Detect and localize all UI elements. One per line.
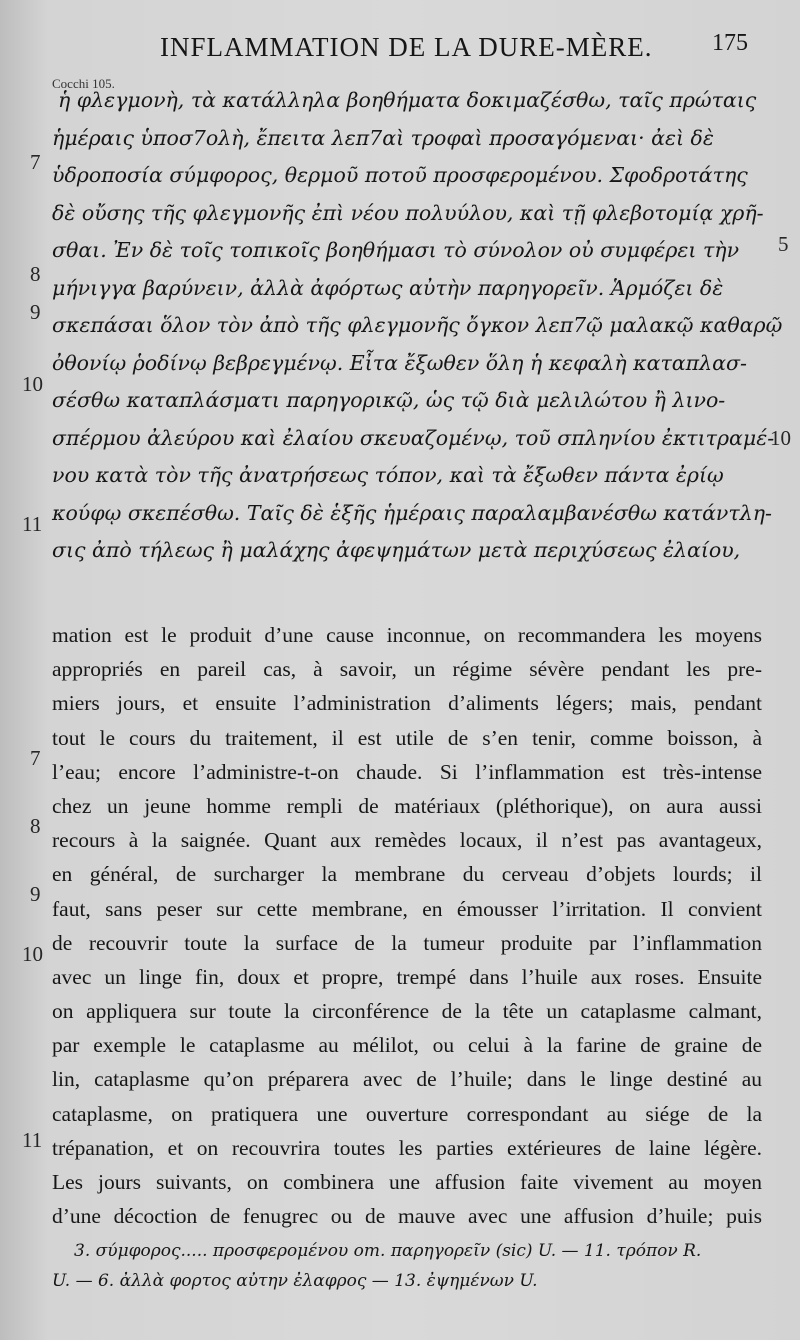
greek-line: ἡ φλεγμονὴ, τὰ κατάλληλα βοηθήματα δοκιμαζέσθω, ταῖς πρώταις bbox=[58, 88, 757, 112]
page-number: 175 bbox=[712, 30, 748, 56]
french-line: Les jours suivants, on combinera une affusion faite vivement au moyen bbox=[52, 1170, 762, 1194]
french-margin-number: 10 bbox=[22, 942, 43, 966]
french-line: l’eau; encore l’administre-t-on chaude. Si l’inflammation est très-intense bbox=[52, 759, 762, 784]
running-head: INFLAMMATION DE LA DURE-MÈRE. bbox=[160, 32, 653, 62]
greek-margin-number-right: 10 bbox=[770, 426, 791, 450]
greek-margin-number: 9 bbox=[30, 300, 41, 324]
greek-line: σκεπάσαι ὅλον τὸν ἀπὸ τῆς φλεγμονῆς ὄγκον λεπ7ῷ μαλακῷ καθαρῷ bbox=[52, 313, 783, 337]
french-margin-number: 11 bbox=[22, 1128, 43, 1152]
greek-margin-number: 10 bbox=[22, 372, 43, 396]
greek-line: δὲ οὔσης τῆς φλεγμονῆς ἐπὶ νέου πολυύλου, καὶ τῇ φλεβοτομίᾳ χρῆ- bbox=[52, 200, 764, 225]
french-margin-number: 7 bbox=[30, 746, 41, 770]
page-header bbox=[0, 28, 800, 68]
source-note: Cocchi 105. bbox=[52, 76, 115, 91]
greek-line: σπέρμου ἀλεύρου καὶ ἐλαίου σκευαζομένῳ, τοῦ σπληνίου ἐκτιτραμέ- bbox=[52, 425, 775, 450]
french-line: on appliquera sur toute la circonférence de la tête un cataplasme calmant, bbox=[52, 999, 762, 1024]
french-line: d’une décoction de fenugrec ou de mauve avec une affusion d’huile; puis bbox=[52, 1204, 762, 1229]
greek-margin-number: 7 bbox=[30, 150, 41, 174]
french-line: faut, sans peser sur cette membrane, en émousser l’irritation. Il convient bbox=[52, 896, 762, 921]
greek-line: ἡμέραις ὑποσ7ολὴ, ἔπειτα λεπ7αὶ τροφαὶ προσαγόμεναι· ἀεὶ δὲ bbox=[52, 125, 714, 150]
greek-line: σθαι. Ἐν δὲ τοῖς τοπικοῖς βοηθήμασι τὸ σύνολον οὐ συμφέρει τὴν bbox=[52, 238, 740, 262]
greek-line: κούφῳ σκεπέσθω. Ταῖς δὲ ἑξῆς ἡμέραις παραλαμβανέσθω κατάντλη- bbox=[52, 500, 772, 525]
french-line: lin, cataplasme qu’on préparera avec de l’huile; dans le linge destiné au bbox=[52, 1067, 762, 1092]
french-line: en général, de surcharger la membrane du cerveau d’objets lourds; il bbox=[52, 862, 762, 887]
french-line: recours à la saignée. Quant aux remèdes locaux, il n’est pas avantageux, bbox=[52, 828, 762, 853]
greek-margin-number: 11 bbox=[22, 512, 43, 536]
french-line: cataplasme, on pratiquera une ouverture correspondant au siége de la bbox=[52, 1101, 762, 1126]
french-line: mation est le produit d’une cause inconnue, on recommandera les moyens bbox=[52, 623, 762, 647]
french-line: tout le cours du traitement, il est utile de s’en tenir, comme boisson, à bbox=[52, 725, 762, 750]
french-line: de recouvrir toute la surface de la tumeur produite par l’inflammation bbox=[52, 930, 762, 955]
greek-line: σις ἀπὸ τήλεως ἢ μαλάχης ἀφεψημάτων μετὰ περιχύσεως ἐλαίου, bbox=[52, 538, 741, 562]
greek-margin-number-right: 5 bbox=[778, 232, 789, 256]
french-margin-number: 9 bbox=[30, 882, 41, 906]
greek-line: ὑδροποσία σύμφορος, θερμοῦ ποτοῦ προσφερομένου. Σφοδροτάτης bbox=[52, 163, 748, 187]
note-line: U. — 6. ἀλλὰ φορτος αὐτην ἐλαφρος — 13. ἐψημένων U. bbox=[52, 1271, 538, 1291]
french-line: trépanation, et on recouvrira toutes les parties extérieures de laine légère. bbox=[52, 1135, 762, 1160]
french-margin-number: 8 bbox=[30, 814, 41, 838]
greek-line: ὀθονίῳ ῥοδίνῳ βεβρεγμένῳ. Εἶτα ἔξωθεν ὅλη ἡ κεφαλὴ καταπλασ- bbox=[52, 350, 747, 375]
french-line: chez un jeune homme rempli de matériaux (pléthorique), on aura aussi bbox=[52, 793, 762, 818]
french-line: appropriés en pareil cas, à savoir, un régime sévère pendant les pre- bbox=[52, 657, 762, 682]
french-text bbox=[52, 618, 762, 1233]
french-line: avec un linge fin, doux et propre, trempé dans l’huile aux roses. Ensuite bbox=[52, 964, 762, 989]
greek-margin-number: 8 bbox=[30, 262, 41, 286]
critical-notes bbox=[52, 1236, 782, 1296]
greek-line: σέσθω καταπλάσματι παρηγορικῷ, ὡς τῷ διὰ μελιλώτου ἢ λινο- bbox=[52, 388, 726, 412]
french-line: par exemple le cataplasme au mélilot, ou celui à la farine de graine de bbox=[52, 1033, 762, 1058]
greek-line: νου κατὰ τὸν τῆς ἀνατρήσεως τόπον, καὶ τὰ ἔξωθεν πάντα ἐρίῳ bbox=[52, 463, 724, 487]
french-line: miers jours, et ensuite l’administration d’aliments légers; mais, pendant bbox=[52, 691, 762, 716]
note-line: 3. σύμφορος..... προσφερομένου om. παρηγορεῖν (sic) U. — 11. τρόπον R. bbox=[74, 1241, 702, 1261]
greek-line: μήνιγγα βαρύνειν, ἀλλὰ ἀφόρτως αὐτὴν παρηγορεῖν. Ἁρμόζει δὲ bbox=[52, 275, 724, 300]
